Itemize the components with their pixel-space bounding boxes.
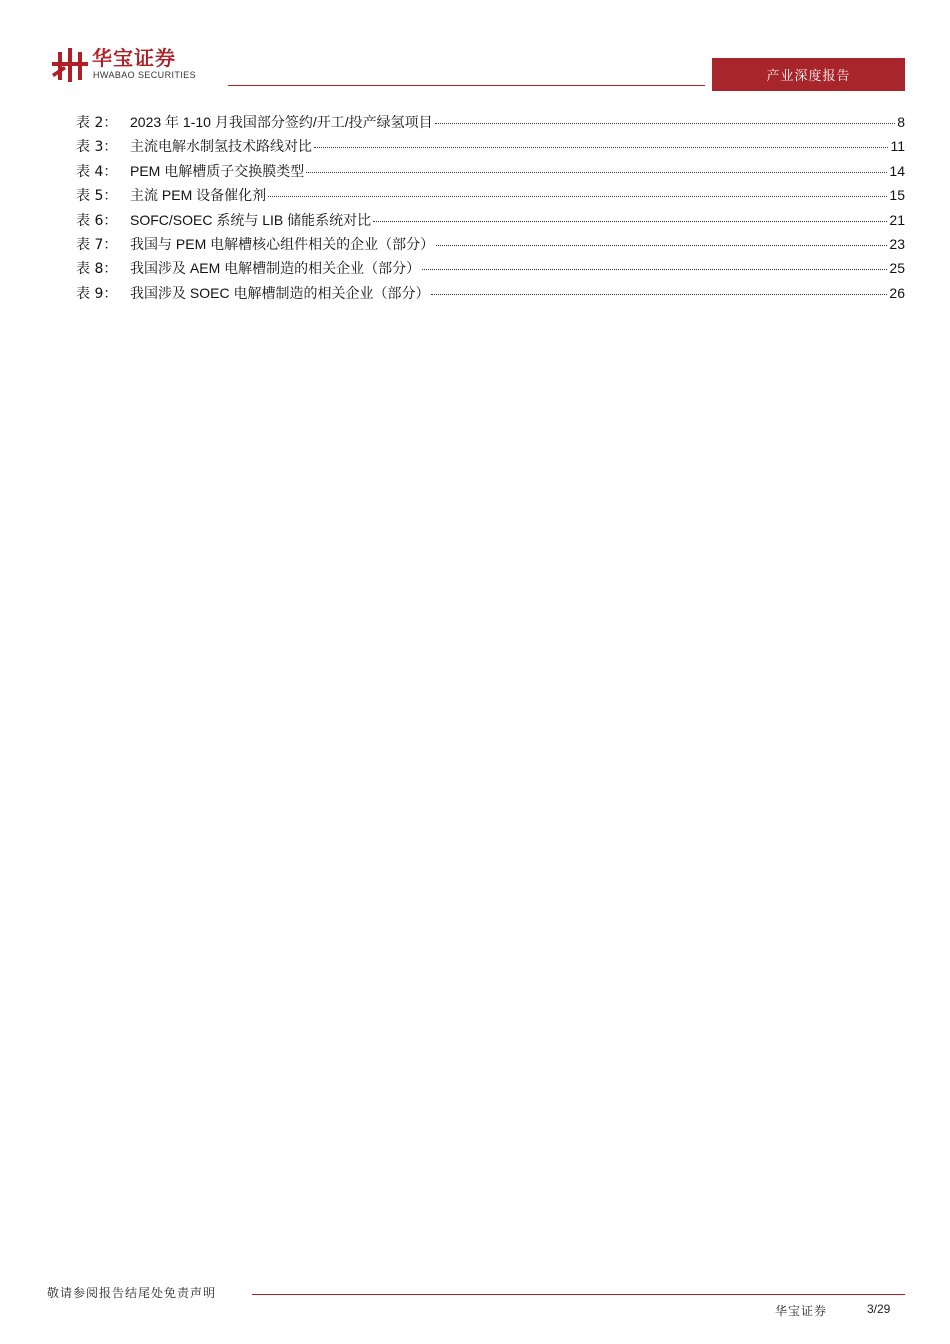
toc-entry[interactable] [76,232,905,256]
toc-leader-dots [373,220,887,222]
company-logo [50,46,220,86]
toc-entry-number: 表 6： [76,212,118,229]
toc-entry-number: 表 5： [76,188,118,205]
toc-entry[interactable] [76,134,905,158]
toc-entry-page: 11 [890,138,905,155]
footer-brand: 华宝证券 [775,1304,828,1318]
toc-leader-dots [422,268,887,270]
toc-entry[interactable] [76,281,905,305]
toc-entry-page: 14 [889,162,905,179]
disclaimer-note: 敬请参阅报告结尾处免责声明 [47,1286,217,1300]
logo-chinese-name: 华宝证券 [92,46,176,70]
toc-entry-number: 表 9： [76,285,118,302]
toc-entry[interactable] [76,208,905,232]
toc-entry-page: 8 [897,114,905,130]
toc-leader-dots [435,122,896,124]
header-divider [228,85,705,86]
toc-entry-title: 主流 PEM 设备催化剂 [130,187,267,204]
toc-entry-page: 25 [889,260,905,277]
toc-entry[interactable] [76,110,905,134]
toc-entry-number: 表 4： [76,163,118,180]
toc-entry-title: 2023 年 1-10 月我国部分签约/开工/投产绿氢项目 [130,114,433,130]
toc-leader-dots [431,293,887,295]
toc-leader-dots [314,146,888,148]
toc-entry-number: 表 8： [76,261,118,278]
toc-entry-number: 表 3： [76,139,118,156]
toc-entry-page: 26 [889,284,905,301]
toc-leader-dots [268,195,887,197]
logo-english-name: HWABAO SECURITIES [93,70,196,80]
toc-entry-title: 我国涉及 SOEC 电解槽制造的相关企业（部分） [130,284,430,301]
toc-entry-page: 23 [889,235,905,252]
report-type-badge: 产业深度报告 [712,58,905,91]
toc-entry-page: 21 [889,211,905,228]
toc-entry-title: 我国与 PEM 电解槽核心组件相关的企业（部分） [130,235,435,252]
toc-entry-title: SOFC/SOEC 系统与 LIB 储能系统对比 [130,211,372,228]
page-number: 3/29 [867,1302,891,1316]
toc-entry[interactable] [76,256,905,280]
toc-entry-title: 我国涉及 AEM 电解槽制造的相关企业（部分） [130,260,421,277]
toc-entry[interactable] [76,183,905,207]
hwabao-logo-icon [50,46,90,84]
table-of-contents [76,110,905,305]
toc-leader-dots [306,171,887,173]
toc-entry-number: 表 7： [76,236,118,253]
toc-leader-dots [436,244,887,246]
toc-entry-number: 表 2： [76,115,118,131]
footer-divider [252,1294,905,1295]
toc-entry-title: 主流电解水制氢技术路线对比 [130,138,312,155]
toc-entry-title: PEM 电解槽质子交换膜类型 [130,162,305,179]
toc-entry[interactable] [76,159,905,183]
toc-entry-page: 15 [889,187,905,204]
